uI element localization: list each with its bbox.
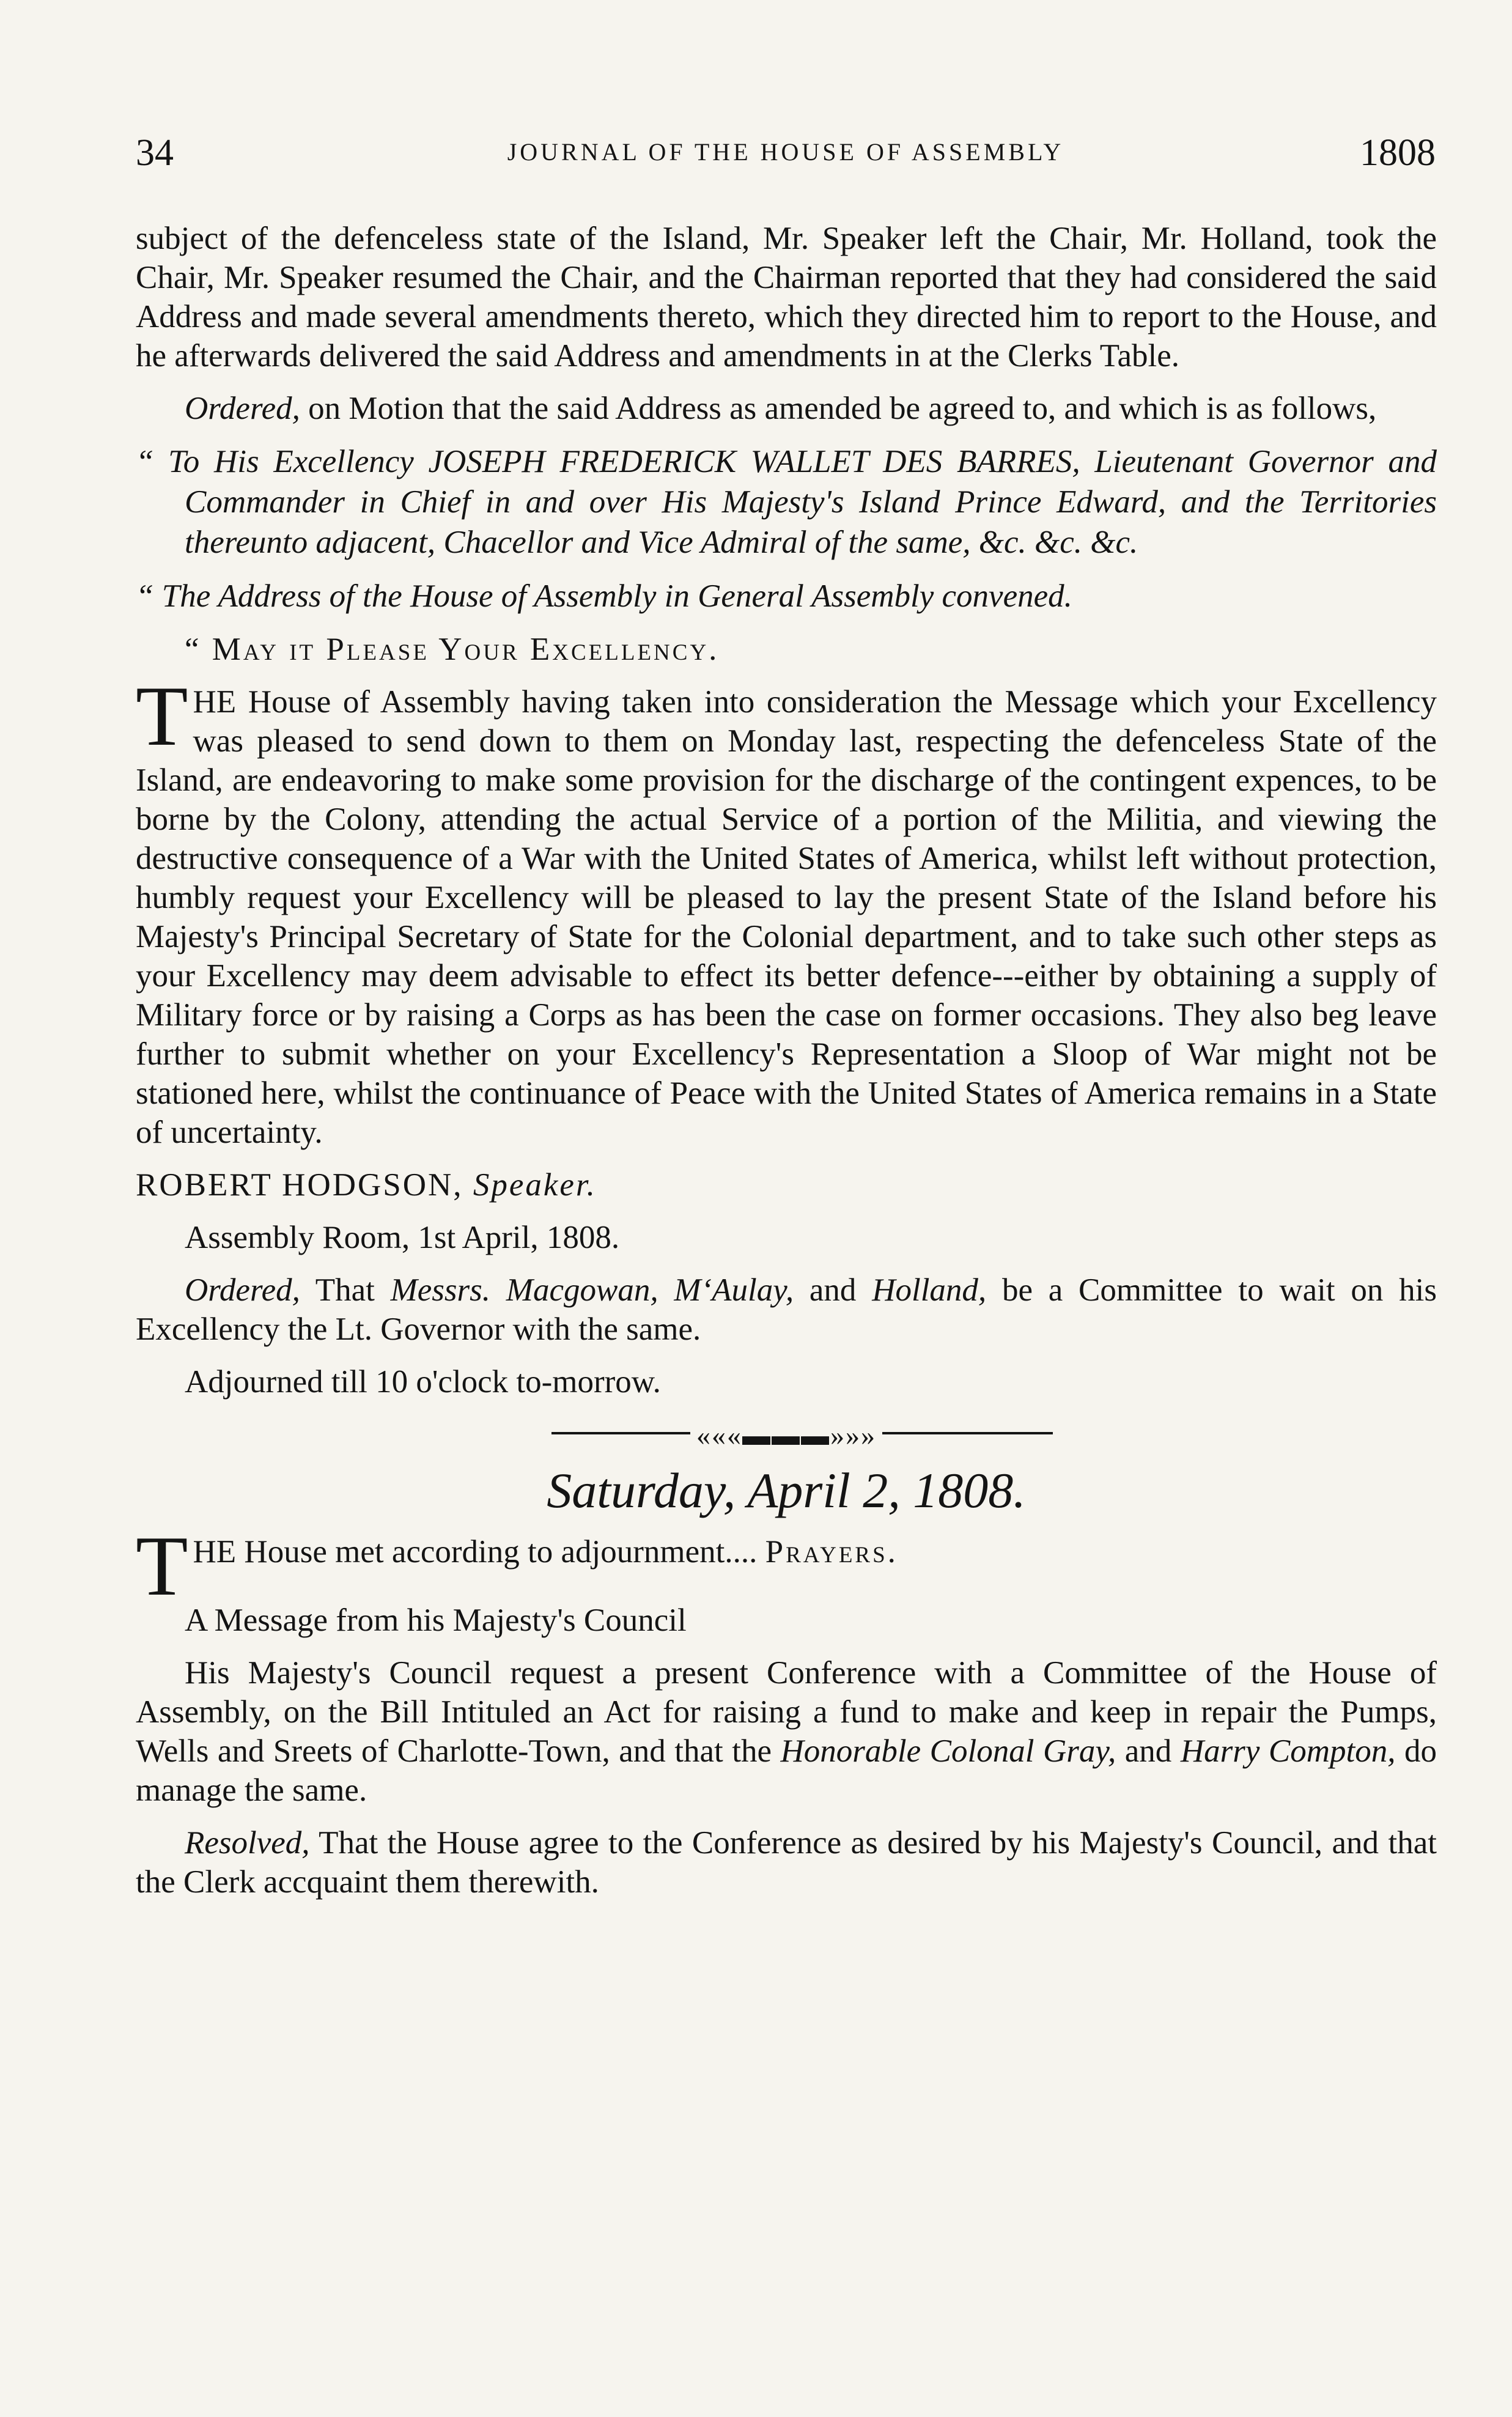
resolved-lead: Resolved,	[185, 1825, 310, 1861]
ordered-committee-paragraph	[136, 1271, 1437, 1349]
header-year: 1808	[1360, 132, 1436, 174]
address-salutation: “ May it Please Your Excellency.	[185, 632, 720, 667]
ordered-lead: Ordered,	[185, 391, 300, 426]
ordered-lead: Ordered,	[185, 1272, 300, 1308]
section-divider	[136, 1415, 1437, 1452]
divider-ornament: «««▬▬▬»»»	[690, 1420, 882, 1451]
paragraph-continuation: subject of the defenceless state of the Island, Mr. Speaker left the Chair, Mr. Holland, took the Chair, Mr. Speaker resumed the Chair, and the Chairman reported that they had considered the said Address and made several amendments thereto, which they directed him to report to the House, and he afterwards delivered the said Address and amendments in at the Clerks Table.	[136, 221, 1437, 374]
day-heading: Saturday, April 2, 1808.	[547, 1463, 1026, 1518]
drop-cap: T	[136, 669, 188, 764]
address-sender: “ The Address of the House of Assembly in General Assembly convened.	[136, 578, 1072, 614]
adjourned-note: Adjourned till 10 o'clock to-morrow.	[185, 1364, 661, 1400]
signature-name: ROBERT HODGSON,	[136, 1167, 463, 1203]
message-intro: A Message from his Majesty's Council	[185, 1603, 687, 1638]
committee-names: Messrs. Macgowan, M‘Aulay,	[390, 1272, 794, 1308]
council-text: do manage the same.	[136, 1733, 1437, 1808]
address-recipient: “ To His Excellency JOSEPH FREDERICK WALLET DES BARRES, Lieutenant Governor and Commander in Chief in and over His Majesty's Island Prince Edward, and the Territories thereunto adjacent, Chacellor and Vice Admiral of the same, &c. &c. &c.	[136, 444, 1437, 560]
journal-title: JOURNAL OF THE HOUSE OF ASSEMBLY	[507, 138, 1064, 166]
resolved-text: That the House agree to the Conference as desired by his Majesty's Council, and that the Clerk accquaint them therewith.	[136, 1825, 1437, 1900]
running-header	[136, 131, 1436, 180]
meeting-paragraph	[136, 1519, 1437, 1614]
address-body-text: HE House of Assembly having taken into consideration the Message which your Excellency was pleased to send down to them on Monday last, respecting the defenceless State of the Island, are endeavoring to make some provision for the discharge of the contingent expences, to be borne by the Colony, attending the actual Service of a portion of the Militia, and viewing the destructive consequence of a War with the United States of America, whilst left without protection, humbly request your Excellency will be pleased to lay the present State of the Island before his Majesty's Principal Secretary of State for the Colonial department, and to take such other steps as your Excellency may deem advisable to effect its better defence---either by obtaining a supply of Military force or by raising a Corps as has been the case on former occasions. They also beg leave further to submit whether on your Excellency's Representation a Sloop of War might not be stationed here, whilst the continuance of Peace with the United States of America remains in a State of uncertainty.	[136, 684, 1437, 1150]
manager-name: Honorable Colonal Gray,	[780, 1733, 1116, 1769]
council-text: and	[1116, 1733, 1181, 1769]
council-text: His Majesty's Council request a present Conference with a Committee of the House of Assembly, on the Bill Intituled an Act for raising a fund to make and keep in repair the Pumps, Wells and Sreets of Charlotte-Town, and that the	[136, 1655, 1437, 1769]
committee-name: Holland,	[872, 1272, 987, 1308]
address-body	[136, 669, 1437, 1152]
ordered-text: on Motion that the said Address as amended be agreed to, and which is as follows,	[300, 391, 1377, 426]
ordered-text: be a Committee to wait on his Excellency the Lt. Governor with the same.	[136, 1272, 1437, 1347]
dateline: Assembly Room, 1st April, 1808.	[185, 1220, 620, 1255]
speaker-signature	[136, 1165, 1437, 1205]
manager-name: Harry Compton,	[1180, 1733, 1396, 1769]
page-number: 34	[136, 132, 174, 174]
page-body	[136, 219, 1437, 1915]
drop-cap: T	[136, 1519, 188, 1614]
ordered-text: That	[300, 1272, 391, 1308]
council-message	[136, 1653, 1437, 1810]
ordered-motion-paragraph	[136, 389, 1437, 428]
prayers-label: Prayers.	[765, 1534, 898, 1570]
resolved-paragraph	[136, 1823, 1437, 1902]
ordered-text: and	[794, 1272, 872, 1308]
signature-title: Speaker.	[463, 1167, 597, 1203]
meeting-text: HE House met according to adjournment....	[193, 1534, 765, 1570]
